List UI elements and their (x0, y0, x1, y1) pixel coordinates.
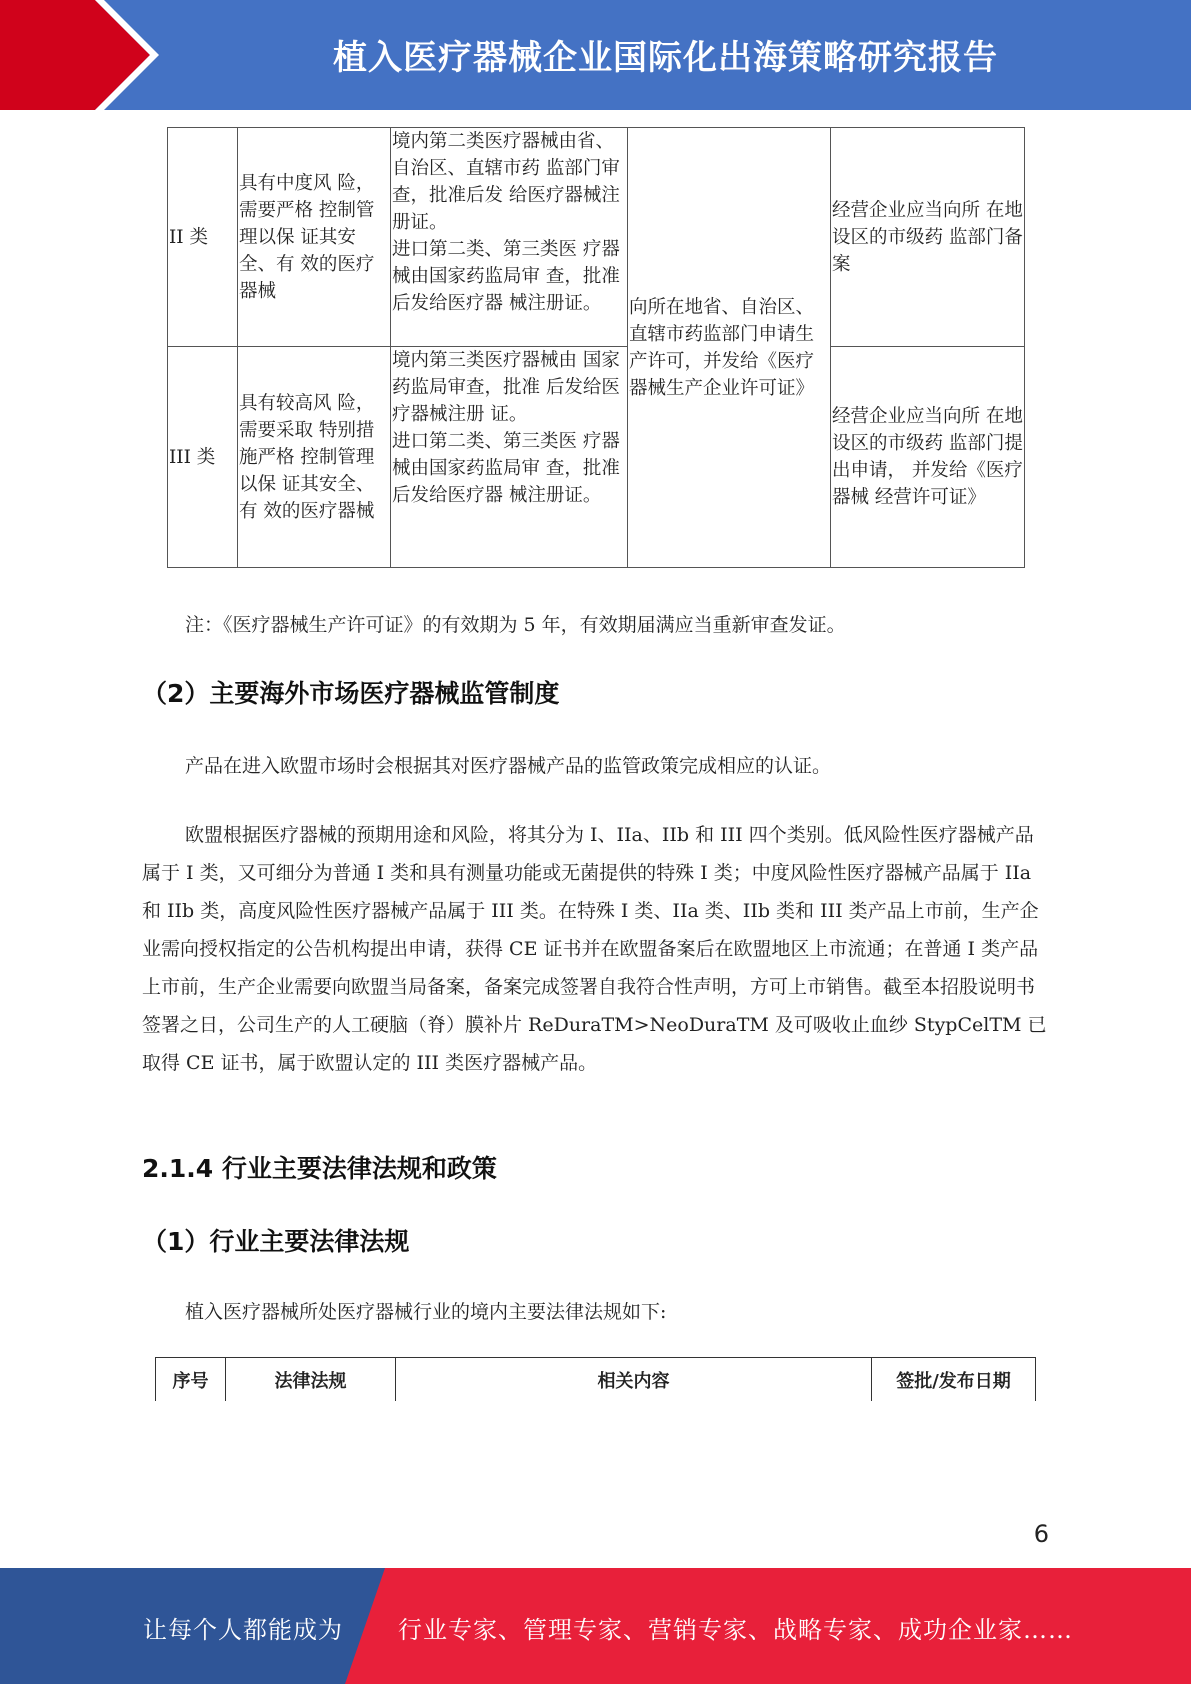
heading-overseas-regulation: （2）主要海外市场医疗器械监管制度 (142, 679, 560, 708)
section-heading: 2.1.4 行业主要法律法规和政策 (142, 1154, 497, 1183)
footer-slogan-right: 行业专家、管理专家、营销专家、战略专家、成功企业家…… (398, 1616, 1073, 1644)
heading-main-laws: （1）行业主要法律法规 (142, 1227, 410, 1256)
laws-table (155, 1357, 1036, 1401)
report-title: 植入医疗器械企业国际化出海策略研究报告 (333, 38, 998, 78)
risk-cell: 具有中度风 险，需要严格 控制管理以保 证其安全、有 效的医疗器械 (238, 128, 391, 347)
classification-table (167, 127, 1025, 568)
risk-cell: 具有较高风 险，需要采取 特别措施严格 控制管理以保 证其安全、有 效的医疗器械 (238, 347, 391, 568)
column-header: 法律法规 (226, 1358, 396, 1402)
page-footer (0, 1568, 1191, 1684)
page-header (0, 0, 1191, 110)
class-cell: III 类 (168, 347, 238, 568)
table-row (168, 128, 1025, 347)
header-chevron-arrow (0, 0, 160, 110)
note-paragraph: 注：《医疗器械生产许可证》的有效期为 5 年，有效期届满应当重新审查发证。 (185, 614, 846, 636)
footer-slogan-left: 让每个人都能成为 (143, 1616, 343, 1644)
laws-intro-paragraph: 植入医疗器械所处医疗器械行业的境内主要法律法规如下: (185, 1301, 667, 1323)
operation-cell: 经营企业应当向所 在地设区的市级药 监部门备案 (831, 128, 1025, 347)
eu-intro-paragraph: 产品在进入欧盟市场时会根据其对医疗器械产品的监管政策完成相应的认证。 (185, 755, 832, 777)
registration-cell: 境内第三类医疗器械由 国家药监局审查，批准 后发给医疗器械注册 证。 进口第二类、第三类医 疗器械由国家药监局审 查，批准后发给医疗器 械注册证。 (391, 347, 628, 568)
table-header-row (156, 1358, 1036, 1402)
column-header: 相关内容 (396, 1358, 872, 1402)
operation-cell: 经营企业应当向所 在地设区的市级药 监部门提出申请， 并发给《医疗器械 经营许可证》 (831, 347, 1025, 568)
page-number: 6 (1033, 1520, 1049, 1548)
column-header: 序号 (156, 1358, 226, 1402)
eu-detail-paragraph: 欧盟根据医疗器械的预期用途和风险，将其分为 I、IIa、IIb 和 III 四个类别。低风险性医疗器械产品属于 I 类，又可细分为普通 I 类和具有测量功能或无菌提供的特殊 I 类；中度风险性医疗器械产品属于 IIa 和 IIb 类，高度风险性医疗器械产品属于 III 类。在特殊 I 类、IIa 类、IIb 类和 III 类产品上市前，生产企业需向授权指定的公告机构提出申请，获得 CE 证书并在欧盟备案后在欧盟地区上市流通；在普通 I 类产品上市前，生产企业需要向欧盟当局备案，备案完成签署自我符合性声明，方可上市销售。截至本招股说明书签署之日，公司生产的人工硬脑（脊）膜补片 ReDuraTM>NeoDuraTM 及可吸收止血纱 StypCelTM 已取得 CE 证书，属于欧盟认定的 III 类医疗器械产品。 (142, 824, 1047, 1074)
column-header: 签批/发布日期 (872, 1358, 1036, 1402)
class-cell: II 类 (168, 128, 238, 347)
table-row (168, 347, 1025, 568)
registration-cell: 境内第二类医疗器械由省、自治区、直辖市药 监部门审查，批准后发 给医疗器械注册证。 进口第二类、第三类医 疗器械由国家药监局审 查，批准后发给医疗器 械注册证。 (391, 128, 628, 347)
production-cell: 向所在地省、自治区、直辖市药监部门申请生产许可，并发给《医疗器械生产企业许可证》 (628, 128, 831, 568)
